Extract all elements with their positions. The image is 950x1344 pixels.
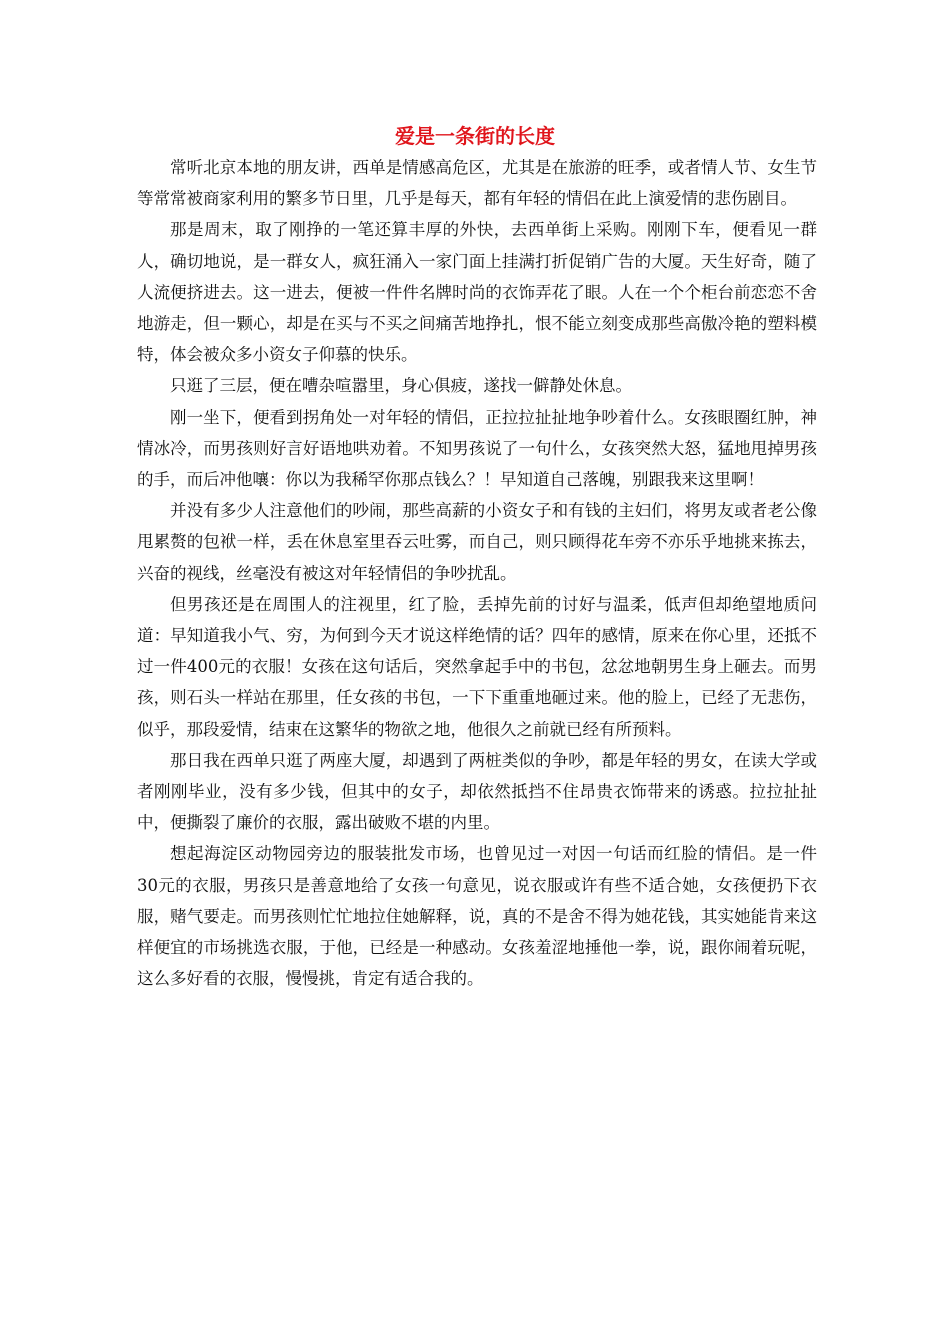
article-title: 爱是一条街的长度	[395, 124, 555, 148]
paragraph: 常听北京本地的朋友讲，西单是情感高危区，尤其是在旅游的旺季，或者情人节、女生节等常常被商家利用的繁多节日里，几乎是每天，都有年轻的情侣在此上演爱情的悲伤剧目。	[137, 158, 817, 209]
paragraph: 那日我在西单只逛了两座大厦，却遇到了两桩类似的争吵，都是年轻的男女，在读大学或者刚刚毕业，没有多少钱，但其中的女子，却依然抵挡不住昂贵衣饰带来的诱惑。拉拉扯扯中，便撕裂了廉价的衣服，露出破败不堪的内里。	[137, 750, 817, 833]
paragraph: 只逛了三层，便在嘈杂喧嚣里，身心俱疲，遂找一僻静处休息。	[170, 376, 632, 396]
article-body	[137, 152, 817, 994]
paragraph: 那是周末，取了刚挣的一笔还算丰厚的外快，去西单街上采购。刚刚下车，便看见一群人，确切地说，是一群女人，疯狂涌入一家门面上挂满打折促销广告的大厦。天生好奇，随了人流便挤进去。这一进去，便被一件件名牌时尚的衣饰弄花了眼。人在一个个柜台前恋恋不舍地游走，但一颗心，却是在买与不买之间痛苦地挣扎，恨不能立刻变成那些高傲冷艳的塑料模特，体会被众多小资女子仰慕的快乐。	[137, 220, 817, 365]
paragraph: 但男孩还是在周围人的注视里，红了脸，丢掉先前的讨好与温柔，低声但却绝望地质问道：早知道我小气、穷，为何到今天才说这样绝情的话？四年的感情，原来在你心里，还抵不过一件400元的衣服！女孩在这句话后，突然拿起手中的书包，忿忿地朝男生身上砸去。而男孩，则石头一样站在那里，任女孩的书包，一下下重重地砸过来。他的脸上，已经了无悲伤，似乎，那段爱情，结束在这繁华的物欲之地，他很久之前就已经有所预料。	[137, 594, 817, 739]
paragraph: 并没有多少人注意他们的吵闹，那些高薪的小资女子和有钱的主妇们，将男友或者老公像甩累赘的包袱一样，丢在休息室里吞云吐雾，而自己，则只顾得花车旁不亦乐乎地挑来拣去，兴奋的视线，丝毫没有被这对年轻情侣的争吵扰乱。	[137, 501, 817, 583]
paragraph: 刚一坐下，便看到拐角处一对年轻的情侣，正拉拉扯扯地争吵着什么。女孩眼圈红肿，神情冰冷，而男孩则好言好语地哄劝着。不知男孩说了一句什么，女孩突然大怒，猛地甩掉男孩的手，而后冲他嚷：你以为我稀罕你那点钱么？！早知道自己落魄，别跟我来这里啊！	[137, 407, 817, 490]
paragraph: 想起海淀区动物园旁边的服装批发市场，也曾见过一对因一句话而红脸的情侣。是一件30元的衣服，男孩只是善意地给了女孩一句意见，说衣服或许有些不适合她，女孩便扔下衣服，赌气要走。而男孩则忙忙地拉住她解释，说，真的不是舍不得为她花钱，其实她能肯来这样便宜的市场挑选衣服，于他，已经是一种感动。女孩羞涩地捶他一拳，说，跟你闹着玩呢，这么多好看的衣服，慢慢挑，肯定有适合我的。	[137, 844, 817, 989]
